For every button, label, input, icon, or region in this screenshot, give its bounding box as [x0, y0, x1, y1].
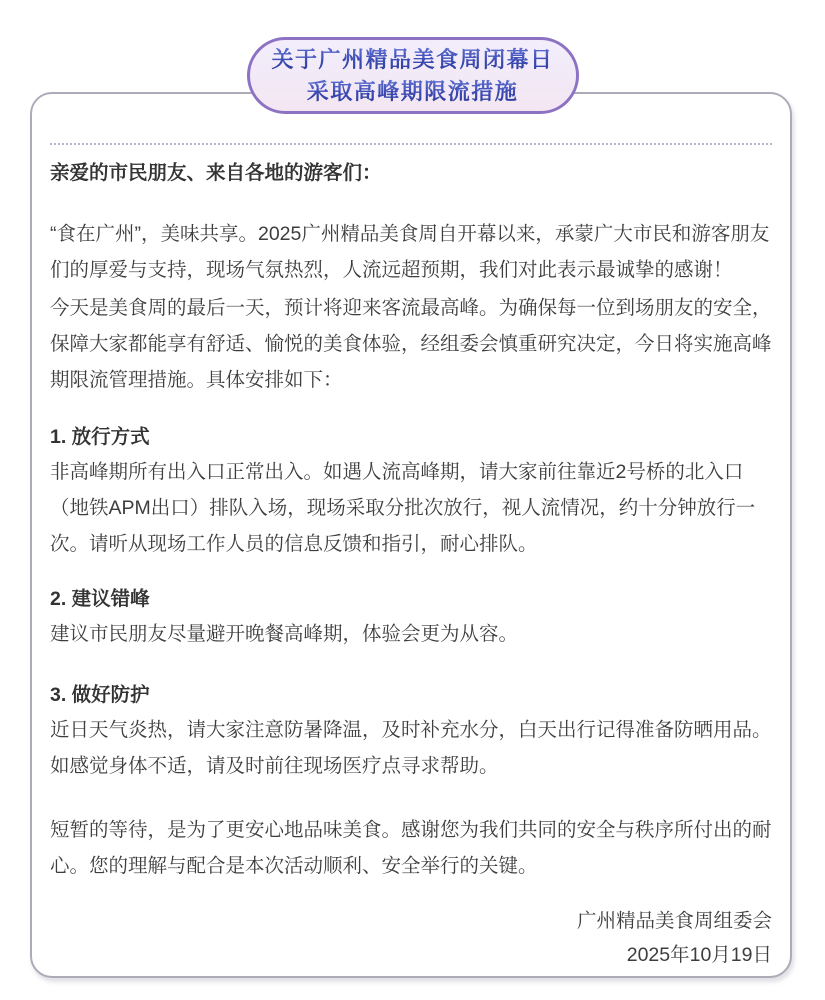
paragraph-announcement: 今天是美食周的最后一天，预计将迎来客流最高峰。为确保每一位到场朋友的安全，保障大家都能享有舒适、愉悦的美食体验，经组委会慎重研究决定，今日将实施高峰期限流管理措施。具体安排如下： — [50, 297, 772, 391]
section-3-heading: 3. 做好防护 — [50, 684, 150, 706]
badge-title-line2: 采取高峰期限流措施 — [307, 76, 519, 107]
paragraph-intro: “食在广州”，美味共享。2025广州精品美食周自开幕以来，承蒙广大市民和游客朋友们的厚爱与支持，现场气氛热烈，人流远超预期，我们对此表示最诚挚的感谢！ — [50, 223, 770, 281]
signature-organization: 广州精品美食周组委会 — [576, 910, 772, 932]
section-2-heading: 2. 建议错峰 — [50, 588, 150, 610]
title-badge — [247, 37, 579, 114]
dotted-divider — [50, 143, 772, 145]
salutation: 亲爱的市民朋友、来自各地的游客们： — [50, 162, 382, 184]
closing-paragraph: 短暂的等待，是为了更安心地品味美食。感谢您为我们共同的安全与秩序所付出的耐心。您的理解与配合是本次活动顺利、安全举行的关键。 — [50, 819, 772, 877]
badge-title-line1: 关于广州精品美食周闭幕日 — [271, 44, 553, 75]
signature-date: 2025年10月19日 — [626, 944, 772, 966]
section-1-body: 非高峰期所有出入口正常出入。如遇人流高峰期，请大家前往靠近2号桥的北入口（地铁APM出口）排队入场，现场采取分批次放行，视人流情况，约十分钟放行一次。请听从现场工作人员的信息反馈和指引，耐心排队。 — [50, 461, 756, 555]
section-1-heading: 1. 放行方式 — [50, 426, 150, 448]
signature-block — [50, 904, 772, 972]
notice-card — [30, 92, 792, 978]
section-2-body: 建议市民朋友尽量避开晚餐高峰期，体验会更为从容。 — [50, 623, 519, 645]
section-3-body: 近日天气炎热，请大家注意防暑降温，及时补充水分，白天出行记得准备防晒用品。如感觉身体不适，请及时前往现场医疗点寻求帮助。 — [50, 719, 772, 777]
